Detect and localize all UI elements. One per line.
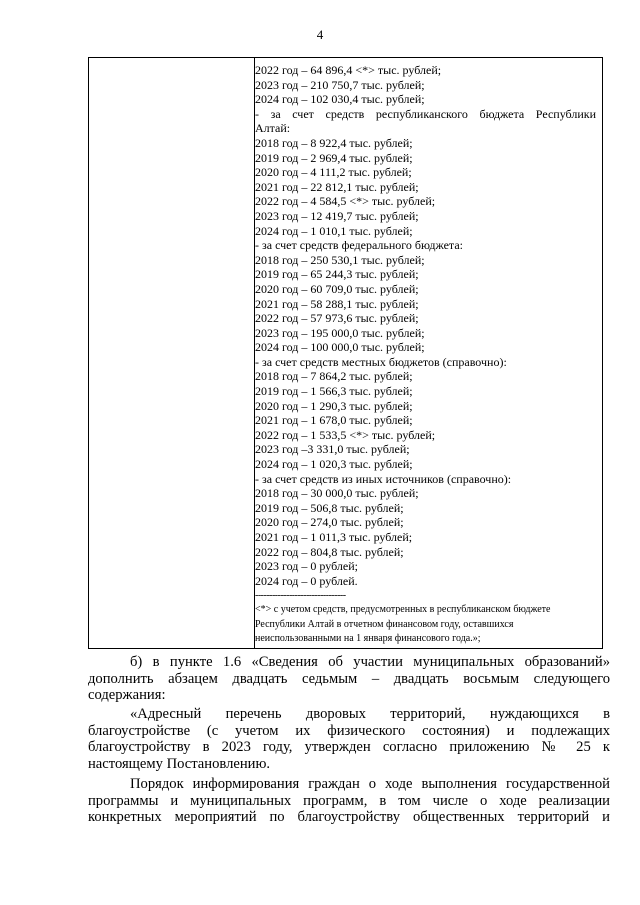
table-line: 2021 год – 1 011,3 тыс. рублей; <box>255 530 413 544</box>
table-line: 2020 год – 1 290,3 тыс. рублей; <box>255 398 413 413</box>
table-line: 2024 год – 102 030,4 тыс. рублей; <box>255 92 425 107</box>
table-line: 2023 год – 0 рублей; <box>255 559 358 574</box>
table-left-column <box>89 58 255 648</box>
table-line: 2023 год – 195 000,0 тыс. рублей; <box>255 325 425 340</box>
paragraph-line: «Адресный перечень дворовых территорий, нуждающихся в <box>130 706 610 722</box>
funding-table <box>88 57 603 649</box>
table-line: 2022 год – 64 896,4 <*> тыс. рублей; <box>255 63 442 77</box>
table-line: 2023 год – 12 419,7 тыс. рублей; <box>255 208 419 223</box>
table-line: 2018 год – 7 864,2 тыс. рублей; <box>255 369 413 384</box>
table-line: 2018 год – 30 000,0 тыс. рублей; <box>255 486 419 501</box>
paragraph-amendment-b <box>88 654 610 704</box>
table-right-column <box>255 63 596 646</box>
table-line: 2022 год – 1 533,5 <*> тыс. рублей; <box>255 427 436 442</box>
table-line: - за счет средств республиканского бюджета Республики <box>255 106 596 121</box>
table-line: - за счет средств местных бюджетов (справочно): <box>255 354 507 369</box>
paragraph-line: содержания: <box>88 687 166 704</box>
table-line: 2024 год – 1 020,3 тыс. рублей; <box>255 457 413 472</box>
table-line: 2023 год – 210 750,7 тыс. рублей; <box>255 77 425 92</box>
table-line: 2022 год – 4 584,5 <*> тыс. рублей; <box>255 194 436 209</box>
footnote-line: <*> с учетом средств, предусмотренных в республиканском бюджете <box>255 604 551 616</box>
paragraph-line: конкретных мероприятий по благоустройству общественных территорий и <box>88 809 610 826</box>
table-line: 2024 год – 0 рублей. <box>255 573 358 588</box>
table-line: 2020 год – 60 709,0 тыс. рублей; <box>255 281 419 296</box>
paragraph-line: настоящему Постановлению. <box>88 755 271 772</box>
table-line: 2024 год – 1 010,1 тыс. рублей; <box>255 223 413 238</box>
page-number: 4 <box>316 27 324 42</box>
table-line: 2021 год – 22 812,1 тыс. рублей; <box>255 179 419 194</box>
table-line: 2019 год – 2 969,4 тыс. рублей; <box>255 150 413 165</box>
paragraph-line: программы и муниципальных программ, в том числе о ходе реализации <box>88 792 610 809</box>
paragraph-line: благоустройстве (с учетом их физического состояния) и подлежащих <box>88 722 610 739</box>
table-line: 2021 год – 58 288,1 тыс. рублей; <box>255 296 419 311</box>
table-line: 2022 год – 57 973,6 тыс. рублей; <box>255 311 419 326</box>
paragraph-informing-procedure <box>88 776 610 826</box>
table-line: 2023 год –3 331,0 тыс. рублей; <box>255 442 410 457</box>
table-line: 2022 год – 804,8 тыс. рублей; <box>255 544 404 559</box>
footnote-separator: -------------------------------- <box>255 590 346 602</box>
paragraph-line: Порядок информирования граждан о ходе выполнения государственной <box>130 776 610 792</box>
table-line: 2024 год – 100 000,0 тыс. рублей; <box>255 340 425 355</box>
table-line: - за счет средств федерального бюджета: <box>255 238 463 253</box>
table-line: 2018 год – 8 922,4 тыс. рублей; <box>255 135 413 150</box>
table-line: 2021 год – 1 678,0 тыс. рублей; <box>255 413 413 428</box>
table-line: 2018 год – 250 530,1 тыс. рублей; <box>255 252 425 267</box>
table-line: 2019 год – 1 566,3 тыс. рублей; <box>255 384 413 399</box>
paragraph-line: благоустройству в 2023 году, утвержден согласно приложению № 25 к <box>88 739 610 756</box>
footnote-line: неиспользованными на 1 января финансового года.»; <box>255 632 481 644</box>
table-line: 2019 год – 506,8 тыс. рублей; <box>255 500 404 515</box>
paragraph-line: б) в пункте 1.6 «Сведения об участии муниципальных образований» <box>130 654 610 670</box>
footnote-line: Республики Алтай в отчетном финансовом году, оставшихся <box>255 618 514 630</box>
table-line: 2020 год – 274,0 тыс. рублей; <box>255 515 404 530</box>
table-line: 2020 год – 4 111,2 тыс. рублей; <box>255 165 412 180</box>
table-line: 2019 год – 65 244,3 тыс. рублей; <box>255 267 419 282</box>
table-line: Алтай: <box>255 121 291 136</box>
table-line: - за счет средств из иных источников (справочно): <box>255 471 512 486</box>
paragraph-line: дополнить абзацем двадцать седьмым – двадцать восьмым следующего <box>88 670 610 687</box>
footnote <box>255 603 596 646</box>
paragraph-address-list <box>88 706 610 772</box>
